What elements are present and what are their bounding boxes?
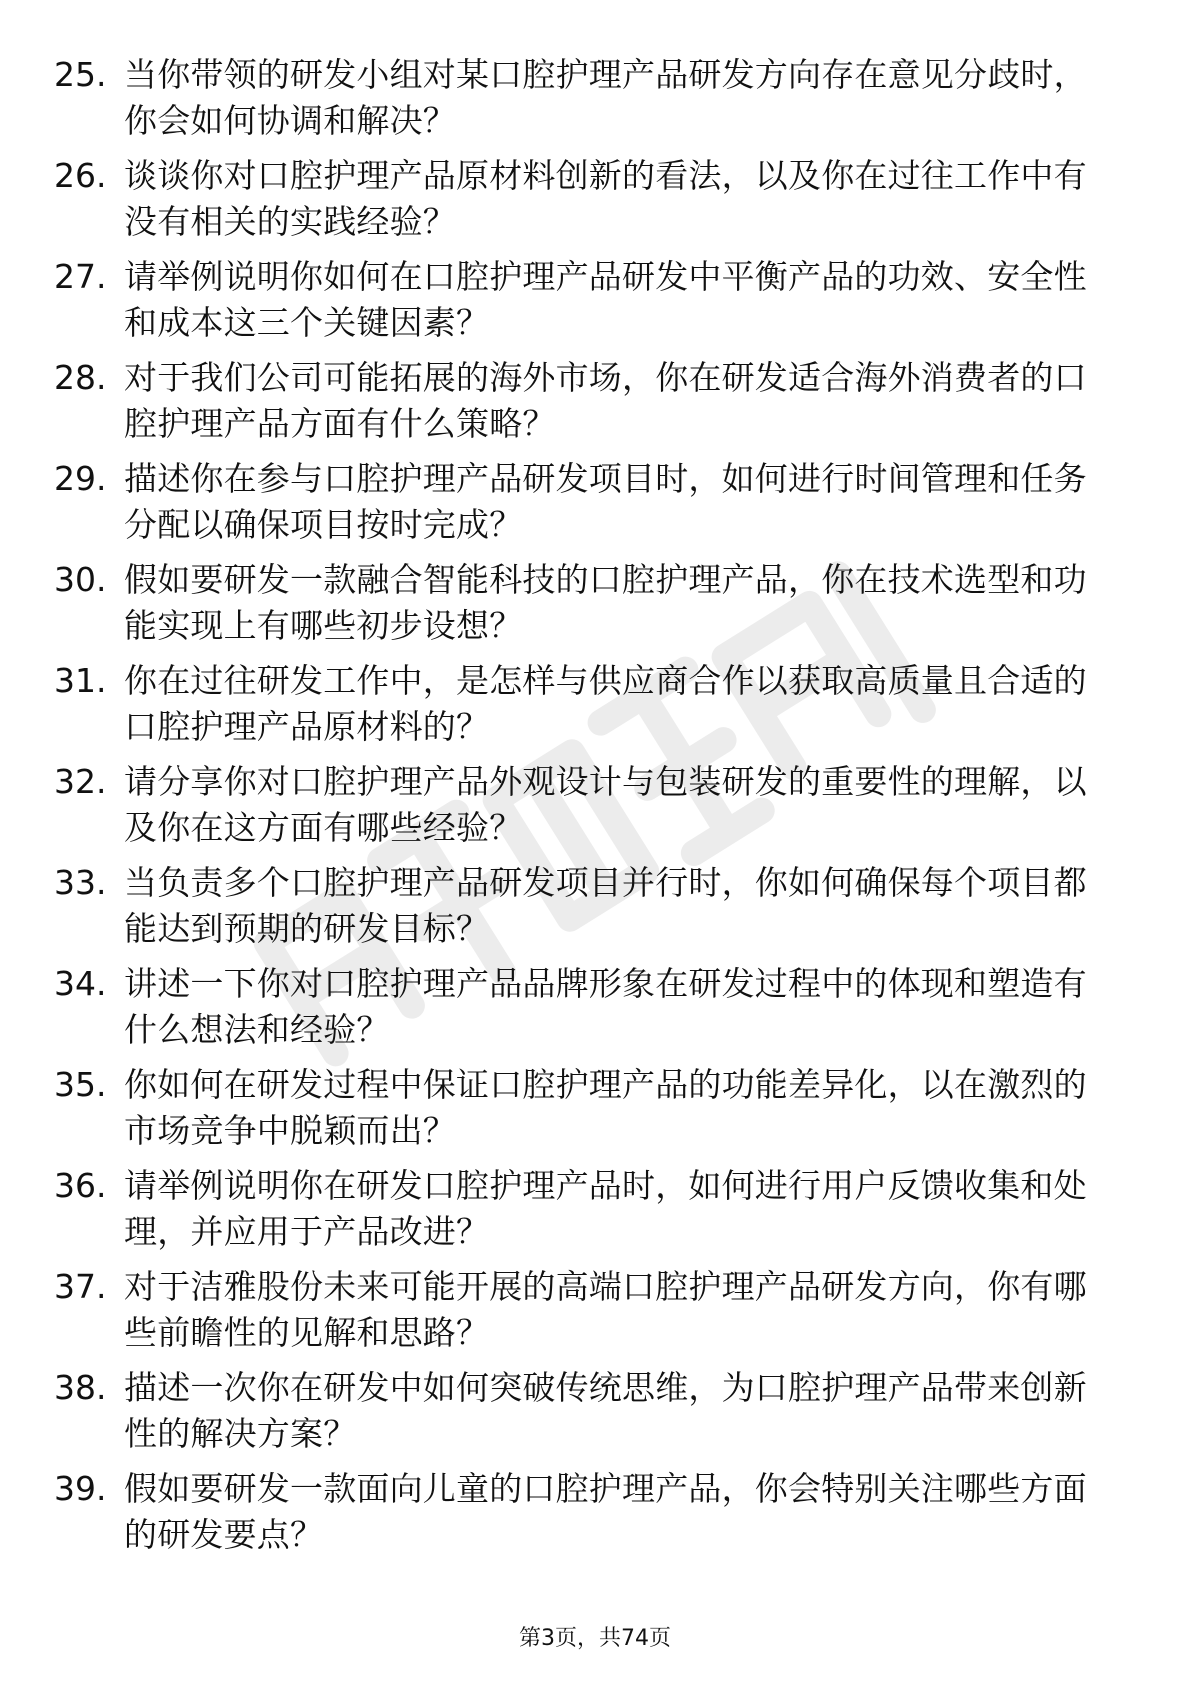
list-item [54,1163,1104,1264]
question-number: 34. [54,964,107,1003]
list-item [54,1466,1104,1567]
question-text: 假如要研发一款融合智能科技的口腔护理产品，你在技术选型和功能实现上有哪些初步设想？ [124,560,1087,645]
question-text: 假如要研发一款面向儿童的口腔护理产品，你会特别关注哪些方面的研发要点？ [124,1469,1087,1554]
question-text: 对于我们公司可能拓展的海外市场，你在研发适合海外消费者的口腔护理产品方面有什么策略？ [124,358,1087,443]
list-item [54,153,1104,254]
question-text: 描述一次你在研发中如何突破传统思维，为口腔护理产品带来创新性的解决方案？ [124,1368,1087,1453]
list-item [54,1264,1104,1365]
question-text: 请举例说明你如何在口腔护理产品研发中平衡产品的功效、安全性和成本这三个关键因素？ [124,257,1087,342]
question-number: 36. [54,1166,107,1205]
list-item [54,456,1104,557]
question-text: 描述你在参与口腔护理产品研发项目时，如何进行时间管理和任务分配以确保项目按时完成？ [124,459,1087,544]
list-item [54,961,1104,1062]
list-item [54,52,1104,153]
question-number: 26. [54,156,107,195]
list-item [54,759,1104,860]
list-item [54,1062,1104,1163]
list-item [54,1365,1104,1466]
question-text: 当你带领的研发小组对某口腔护理产品研发方向存在意见分歧时，你会如何协调和解决？ [124,55,1087,140]
question-number: 30. [54,560,107,599]
question-text: 你如何在研发过程中保证口腔护理产品的功能差异化，以在激烈的市场竞争中脱颖而出？ [124,1065,1087,1150]
question-text: 对于洁雅股份未来可能开展的高端口腔护理产品研发方向，你有哪些前瞻性的见解和思路？ [124,1267,1087,1352]
question-text: 请分享你对口腔护理产品外观设计与包装研发的重要性的理解，以及你在这方面有哪些经验？ [124,762,1087,847]
list-item [54,254,1104,355]
question-number: 39. [54,1469,107,1508]
question-number: 27. [54,257,107,296]
page-footer: 第3页，共74页 [519,1626,671,1651]
question-number: 38. [54,1368,107,1407]
question-text: 请举例说明你在研发口腔护理产品时，如何进行用户反馈收集和处理，并应用于产品改进？ [124,1166,1087,1251]
question-number: 28. [54,358,107,397]
list-item [54,557,1104,658]
question-text: 谈谈你对口腔护理产品原材料创新的看法，以及你在过往工作中有没有相关的实践经验？ [124,156,1087,241]
question-number: 35. [54,1065,107,1104]
question-number: 25. [54,55,107,94]
question-number: 37. [54,1267,107,1306]
question-number: 29. [54,459,107,498]
question-text: 你在过往研发工作中，是怎样与供应商合作以获取高质量且合适的口腔护理产品原材料的？ [124,661,1087,746]
question-text: 当负责多个口腔护理产品研发项目并行时，你如何确保每个项目都能达到预期的研发目标？ [124,863,1087,948]
question-list [54,52,1104,1567]
question-number: 33. [54,863,107,902]
question-text: 讲述一下你对口腔护理产品品牌形象在研发过程中的体现和塑造有什么想法和经验？ [124,964,1087,1049]
list-item [54,658,1104,759]
question-number: 32. [54,762,107,801]
question-number: 31. [54,661,107,700]
list-item [54,355,1104,456]
list-item [54,860,1104,961]
